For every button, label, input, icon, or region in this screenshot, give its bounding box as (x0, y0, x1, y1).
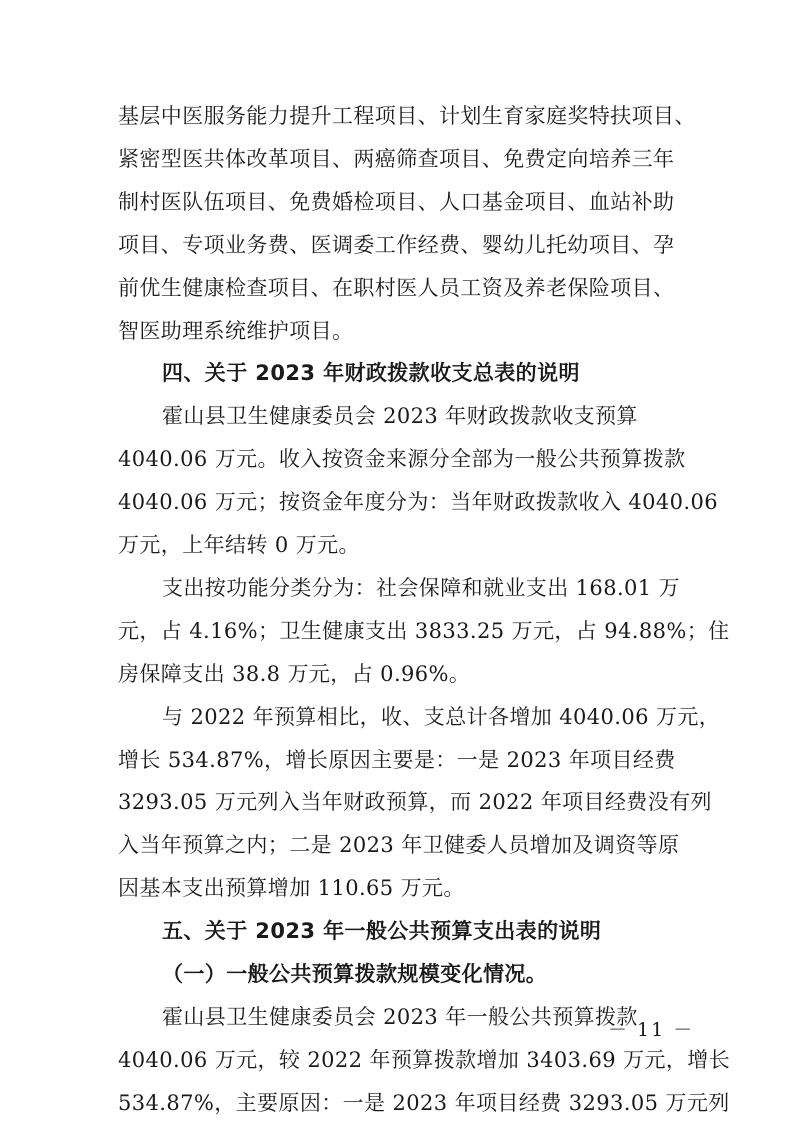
body-text-line: 万元，上年结转 0 万元。 (118, 533, 360, 557)
body-text-line: 4040.06 万元，较 2022 年预算拨款增加 3403.69 万元，增长 (118, 1048, 731, 1072)
body-text-line: 紧密型医共体改革项目、两癌筛查项目、免费定向培养三年 (118, 147, 675, 171)
body-text-line: 智医助理系统维护项目。 (118, 319, 354, 343)
body-text-line: 前优生健康检查项目、在职村医人员工资及养老保险项目、 (118, 276, 675, 300)
body-text-line: 项目、专项业务费、医调委工作经费、婴幼儿托幼项目、孕 (118, 233, 675, 257)
body-text-line: 制村医队伍项目、免费婚检项目、人口基金项目、血站补助 (118, 190, 675, 214)
body-text-line: 534.87%，主要原因：一是 2023 年项目经费 3293.05 万元列 (118, 1091, 730, 1115)
body-text-line: 增长 534.87%，增长原因主要是：一是 2023 年项目经费 (118, 748, 676, 772)
subsection-heading: （一）一般公共预算拨款规模变化情况。 (162, 962, 548, 986)
body-text-line: 4040.06 万元。收入按资金来源分全部为一般公共预算拨款 (118, 447, 686, 471)
body-text-line: 霍山县卫生健康委员会 2023 年一般公共预算拨款 (162, 1005, 638, 1029)
body-text-line: 霍山县卫生健康委员会 2023 年财政拨款收支预算 (162, 404, 638, 428)
section-heading-4: 四、关于 2023 年财政拨款收支总表的说明 (162, 361, 580, 385)
body-text-line: 4040.06 万元；按资金年度分为：当年财政拨款收入 4040.06 (118, 490, 719, 514)
body-text-line: 入当年预算之内；二是 2023 年卫健委人员增加及调资等原 (118, 833, 680, 857)
body-text-line: 房保障支出 38.8 万元，占 0.96%。 (118, 662, 471, 686)
body-text-line: 基层中医服务能力提升工程项目、计划生育家庭奖特扶项目、 (118, 104, 696, 128)
body-text-line: 与 2022 年预算相比，收、支总计各增加 4040.06 万元， (162, 705, 721, 729)
body-text-line: 因基本支出预算增加 110.65 万元。 (118, 876, 465, 900)
section-heading-5: 五、关于 2023 年一般公共预算支出表的说明 (162, 919, 602, 943)
body-text-line: 元，占 4.16%；卫生健康支出 3833.25 万元，占 94.88%；住 (118, 619, 730, 643)
body-text-line: 支出按功能分类分为：社会保障和就业支出 168.01 万 (162, 576, 681, 600)
page-number: － 11 － (608, 1019, 695, 1041)
body-text-line: 3293.05 万元列入当年财政预算，而 2022 年项目经费没有列 (118, 790, 712, 814)
